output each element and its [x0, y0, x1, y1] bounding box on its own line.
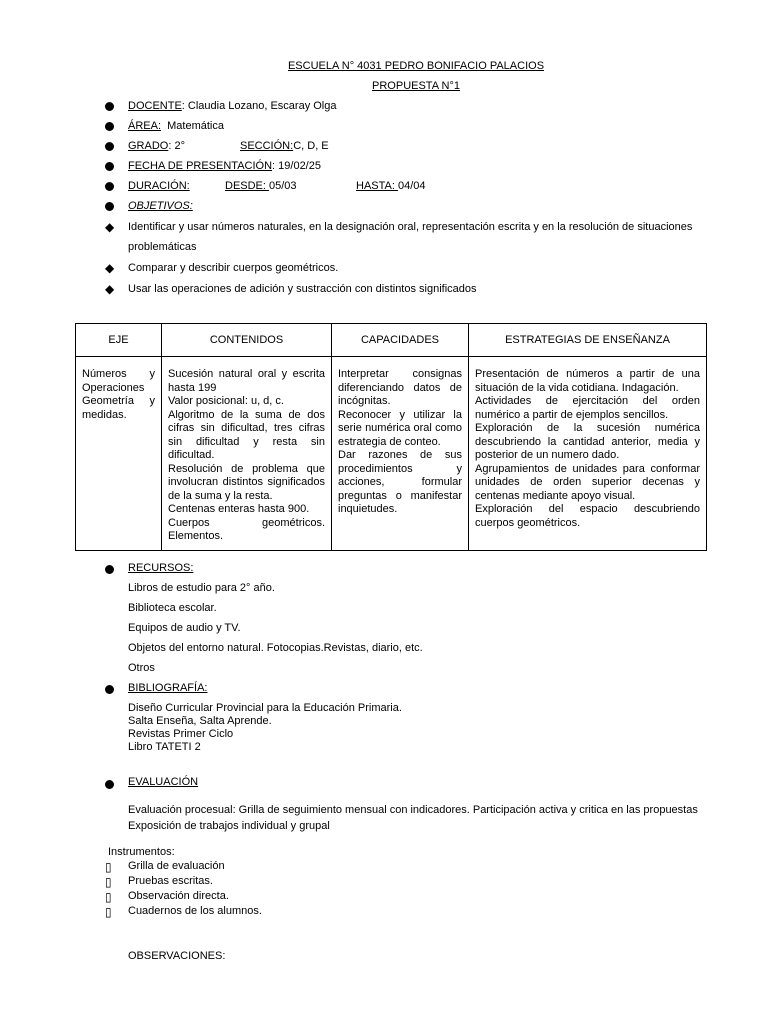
cell-contenidos [162, 357, 332, 551]
area-row [128, 120, 224, 132]
fecha-value: : 19/02/25 [272, 160, 321, 172]
bullet-icon [105, 182, 114, 191]
desde-row [225, 180, 297, 192]
fecha-label: FECHA DE PRESENTACIÓN [128, 160, 273, 172]
cell-eje [76, 357, 162, 551]
instrumento-item: Pruebas escritas. [128, 875, 213, 887]
grado-row [128, 140, 185, 152]
fecha-row [128, 160, 321, 172]
box-bullet-icon: ▯ [105, 875, 112, 889]
capacidad-item: Interpretar consignas diferenciando datos de incógnitas. [338, 368, 462, 407]
estrategia-item: Exploración de la sucesión numérica descubriendo la cantidad anterior, media y posterior de un numero dado. [475, 422, 700, 461]
grado-value: : 2° [168, 140, 185, 152]
objective-item: Comparar y describir cuerpos geométricos. [128, 262, 339, 274]
diamond-bullet-icon: ◆ [105, 282, 115, 296]
bullet-icon [105, 565, 114, 574]
recurso-item: Biblioteca escolar. [128, 602, 217, 614]
school-title: ESCUELA N° 4031 PEDRO BONIFACIO PALACIOS [287, 60, 545, 72]
proposal-title: PROPUESTA N°1 [372, 80, 460, 92]
bibliografia-label: BIBLIOGRAFÍA: [128, 682, 208, 694]
area-label: ÁREA: [128, 120, 162, 132]
planning-table [75, 323, 707, 551]
capacidad-item: Dar razones de sus procedimientos y acciones, formular preguntas o manifestar inquietudes. [338, 449, 462, 515]
objective-item-continuation: problemáticas [128, 241, 197, 253]
recursos-label: RECURSOS: [128, 562, 194, 574]
hasta-value: 04/04 [397, 180, 426, 192]
hasta-label: HASTA: [356, 180, 398, 192]
docente-value: : Claudia Lozano, Escaray Olga [181, 100, 337, 112]
estrategia-item: Agrupamientos de unidades para conformar unidades de orden superior decenas y centenas mediante apoyo visual. [475, 462, 700, 502]
diamond-bullet-icon: ◆ [105, 261, 115, 275]
capacidad-item: Reconocer y utilizar la serie numérica oral como estrategia de conteo. [338, 408, 462, 448]
grado-label: GRADO [128, 140, 169, 152]
box-bullet-icon: ▯ [105, 890, 112, 904]
contenido-item: Centenas enteras hasta 900. [168, 503, 310, 515]
box-bullet-icon: ▯ [105, 860, 112, 874]
instrumentos-label: Instrumentos: [108, 846, 175, 858]
header-estrategias: ESTRATEGIAS DE ENSEÑANZA [469, 324, 707, 357]
header-capacidades: CAPACIDADES [332, 324, 469, 357]
duracion-label: DURACIÓN: [128, 180, 190, 192]
contenido-item: Valor posicional: u, d, c. [168, 395, 284, 407]
objective-item: Usar las operaciones de adición y sustracción con distintos significados [128, 283, 477, 295]
bullet-icon [105, 202, 114, 211]
recurso-item: Otros [128, 662, 155, 674]
bibliografia-item: Libro TATETI 2 [128, 741, 201, 753]
recurso-item: Libros de estudio para 2° año. [128, 582, 275, 594]
objetivos-label: OBJETIVOS: [128, 200, 193, 212]
table-header-row [76, 324, 707, 357]
cell-capacidades [332, 357, 469, 551]
docente-label: DOCENTE [128, 100, 182, 112]
header-contenidos: CONTENIDOS [162, 324, 332, 357]
area-value: Matemática [167, 120, 224, 132]
desde-value: 05/03 [269, 180, 297, 192]
seccion-value: C, D, E [293, 140, 329, 152]
contenido-item: Cuerpos geométricos. Elementos. [168, 516, 325, 542]
contenido-item: Resolución de problema que involucran distintos significados de la suma y la resta. [168, 462, 325, 502]
estrategia-item: Exploración del espacio descubriendo cuerpos geométricos. [475, 503, 700, 529]
contenido-item: Algoritmo de la suma de dos cifras sin dificultad, tres cifras sin dificultad y resta sin dificultad. [168, 408, 325, 461]
bibliografia-item: Diseño Curricular Provincial para la Educación Primaria. [128, 702, 402, 714]
contenido-item: Sucesión natural oral y escrita hasta 199 [168, 368, 325, 394]
hasta-row [356, 180, 426, 192]
bullet-icon [105, 122, 114, 131]
instrumento-item: Grilla de evaluación [128, 860, 225, 872]
desde-label: DESDE: [225, 180, 270, 192]
bibliografia-item: Salta Enseña, Salta Aprende. [128, 715, 272, 727]
cell-estrategias [469, 357, 707, 551]
instrumento-item: Cuadernos de los alumnos. [128, 905, 262, 917]
duracion-row [128, 180, 190, 192]
eje-item: Geometría y medidas. [82, 395, 155, 421]
box-bullet-icon: ▯ [105, 905, 112, 919]
header-eje: EJE [76, 324, 162, 357]
evaluacion-line: Evaluación procesual: Grilla de seguimiento mensual con indicadores. Participación activa y critica en las propuestas [128, 804, 698, 816]
estrategia-item: Presentación de números a partir de una situación de la vida cotidiana. Indagación. [475, 368, 700, 394]
instrumento-item: Observación directa. [128, 890, 229, 902]
bullet-icon [105, 162, 114, 171]
observaciones-label: OBSERVACIONES: [128, 950, 226, 962]
diamond-bullet-icon: ◆ [105, 220, 115, 234]
bullet-icon [105, 102, 114, 111]
recurso-item: Objetos del entorno natural. Fotocopias.Revistas, diario, etc. [128, 642, 423, 654]
estrategia-item: Actividades de ejercitación del orden numérico a partir de ejemplos sencillos. [475, 395, 700, 421]
objective-item: Identificar y usar números naturales, en la designación oral, representación escrita y en la resolución de situaciones [128, 221, 693, 233]
seccion-label: SECCIÓN: [240, 140, 294, 152]
bullet-icon [105, 685, 114, 694]
bullet-icon [105, 780, 114, 789]
seccion-row [240, 140, 329, 152]
evaluacion-label: EVALUACIÓN [128, 776, 199, 788]
docente-row [128, 100, 336, 112]
recurso-item: Equipos de audio y TV. [128, 622, 241, 634]
bibliografia-item: Revistas Primer Ciclo [128, 728, 234, 740]
bullet-icon [105, 142, 114, 151]
eje-item: Números y Operaciones [82, 368, 155, 394]
evaluacion-line: Exposición de trabajos individual y grupal [128, 820, 330, 832]
table-row [76, 357, 707, 551]
